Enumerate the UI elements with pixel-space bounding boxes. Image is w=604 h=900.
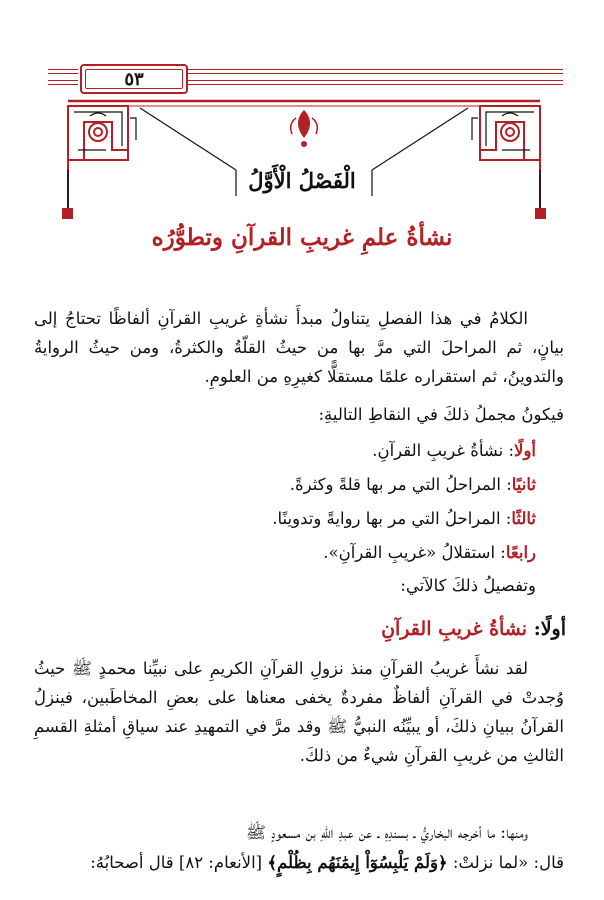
section-heading [381,618,566,640]
quote-before: قال: «لما نزلتْ: [452,853,564,872]
page-number: ٥٣ [124,68,144,90]
point-key: أولًا [514,441,536,460]
intro-paragraph: الكلامُ في هذا الفصلِ يتناولُ مبدأَ نشأةِ غريبِ القرآنِ ألفاظًا تحتاجُ إلى بيانٍ، ثم المراحلَ التي مرَّ بها من حيثُ القلّةُ والكثرةُ، ومن حيثُ الروايةُ والتدوينُ، ثم استقراره علمًا مستقلًّا كغيرِهِ من العلومِ. [34,309,564,386]
list-item [290,475,536,494]
section-heading-title: نشأةُ غريبِ القرآنِ [381,618,528,640]
point-text: : استقلالُ «غريبِ القرآنِ». [323,543,506,562]
point-text: : المراحلُ التي مر بها روايةً وتدوينًا. [272,509,512,528]
summary-intro: فيكونُ مجملُ ذلكَ في النقاطِ التاليةِ: [318,405,564,424]
section-heading-key: أولًا: [533,618,566,640]
chapter-frame-ornament [0,0,604,260]
list-item [323,543,536,562]
point-key: ثالثًا [511,509,536,528]
chapter-label: الْفَصْلُ الْأَوَّلُ [248,168,356,193]
details-intro: وتفصيلُ ذلكَ كالآتي: [400,576,536,595]
quote-line [34,848,564,877]
point-key: ثانيًا [511,475,536,494]
point-key: رابعًا [505,543,536,562]
point-text: : نشأةُ غريبِ القرآنِ. [372,441,515,460]
quran-verse: ﴿وَلَمْ يَلْبِسُوٓاْ إِيمَٰنَهُم بِظُلْمٍ﴾ [267,853,448,872]
chapter-title: نشأةُ علمِ غريبِ القرآنِ وتطوُّرُه [151,224,453,251]
section-paragraph: لقد نشأَ غريبُ القرآنِ منذ نزولِ القرآنِ الكريمِ على نبيِّنا محمدٍ ﷺ حيثُ وُجدتْ في القرآنِ ألفاظٌ مفردةٌ يخفى معناها على بعضِ المخاطَبين، فينزلُ القرآنُ ببيانِ ذلكَ، أو يبيِّنُه النبيُّ ﷺ وقد مرَّ في التمهيدِ عند سياقِ أمثلةِ القسمِ الثالثِ من غريبِ القرآنِ شيءٌ من ذلكَ. [34,659,564,765]
verse-reference: [الأنعام: ٨٢] [178,853,263,872]
point-text: : المراحلُ التي مر بها قلةً وكثرةً. [289,475,512,494]
list-item [272,509,536,528]
quote-after: قال أصحابُهُ: [90,853,174,872]
hadith-line: ومنها: ما أخرجه البخاريُّ ـ بسندِهِ ـ عن عبدِ اللهِ بن مسعودٍ ﷺ [246,823,528,842]
list-item [372,441,536,460]
